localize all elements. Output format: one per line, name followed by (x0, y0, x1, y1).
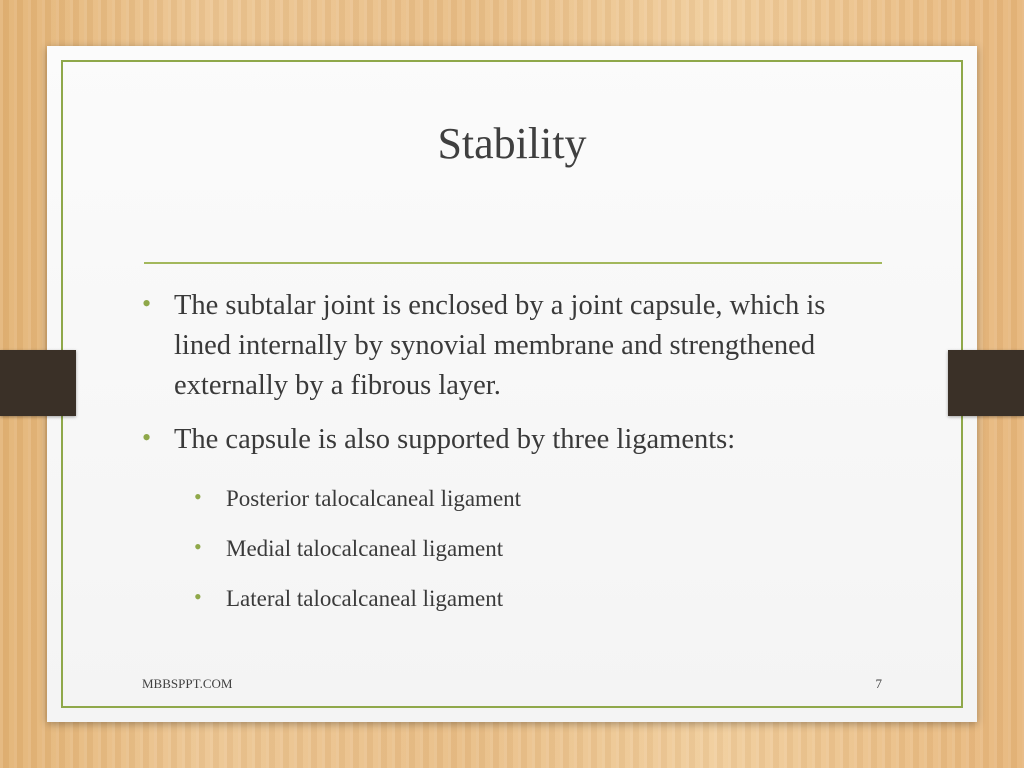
footer-text: MBBSPPT.COM (142, 676, 233, 691)
sub-bullet-text: Lateral talocalcaneal ligament (226, 586, 504, 611)
bullet-item (142, 420, 882, 460)
bullet-dot-icon: • (194, 534, 202, 559)
bullet-dot-icon: • (194, 484, 202, 509)
bullet-dot-icon: • (194, 584, 202, 609)
page-number: 7 (875, 676, 882, 691)
bullet-item (142, 286, 882, 406)
slide (47, 46, 977, 722)
left-clip (0, 350, 76, 416)
sub-bullet-item (142, 574, 882, 624)
sub-bullet-text: Posterior talocalcaneal ligament (226, 486, 522, 511)
bullet-text: The subtalar joint is enclosed by a joint capsule, which is lined internally by synovial membrane and strengthened externally by a fibrous layer. (174, 290, 826, 401)
slide-title: Stability (437, 119, 587, 168)
bullet-text: The capsule is also supported by three ligaments: (174, 424, 736, 455)
bullet-dot-icon: • (142, 289, 152, 318)
slide-content (142, 286, 882, 624)
sub-bullet-item (142, 524, 882, 574)
sub-bullet-text: Medial talocalcaneal ligament (226, 536, 504, 561)
sub-bullet-item (142, 474, 882, 524)
bullet-dot-icon: • (142, 423, 152, 452)
right-clip (948, 350, 1024, 416)
title-divider (144, 262, 882, 264)
